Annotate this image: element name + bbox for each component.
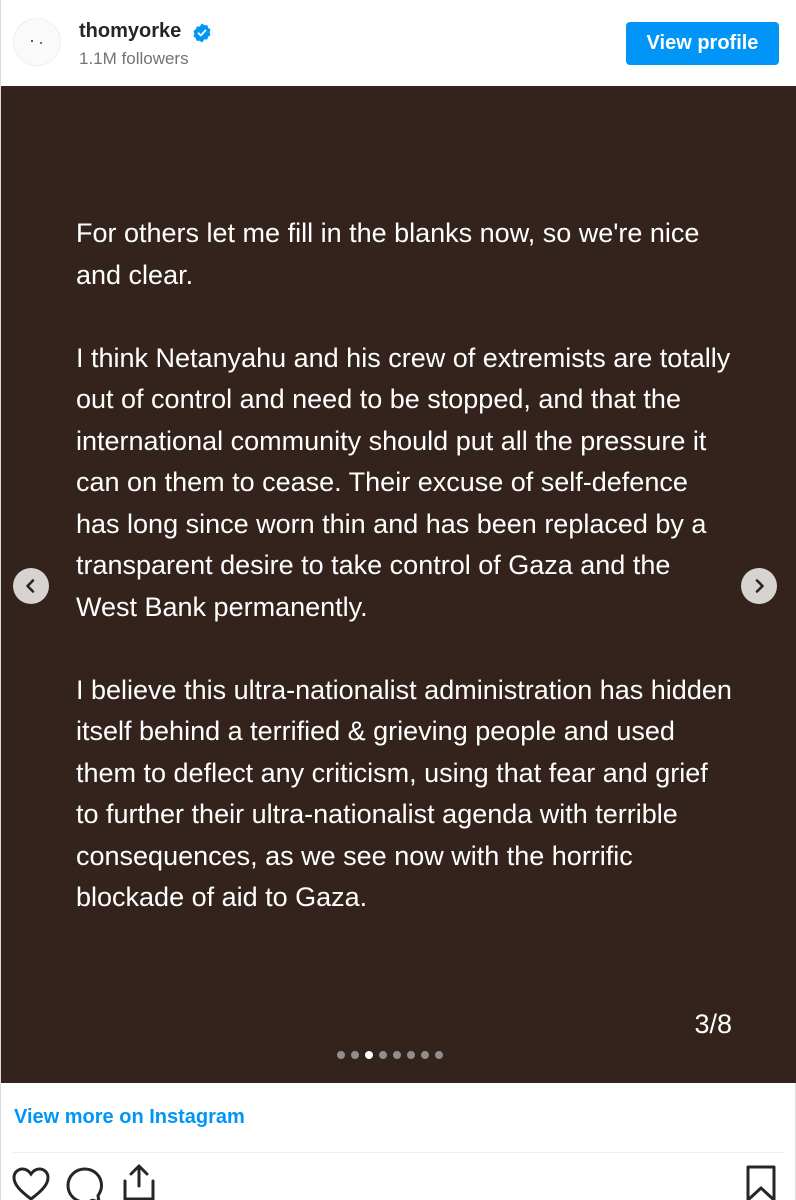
carousel-dot (337, 1051, 345, 1059)
carousel-dot-active (365, 1051, 373, 1059)
carousel-dot (379, 1051, 387, 1059)
avatar[interactable] (13, 18, 61, 66)
comment-icon[interactable] (65, 1166, 105, 1200)
divider (13, 1152, 785, 1153)
follower-count: 1.1M followers (79, 49, 189, 68)
carousel-dot (351, 1051, 359, 1059)
next-slide-button[interactable] (741, 568, 777, 604)
carousel-dot (407, 1051, 415, 1059)
bookmark-icon[interactable] (743, 1164, 779, 1200)
action-bar (1, 1160, 796, 1200)
chevron-right-icon (751, 578, 767, 594)
carousel-dot (435, 1051, 443, 1059)
slide-page-count: 3/8 (694, 1009, 732, 1039)
heart-icon[interactable] (11, 1166, 51, 1200)
previous-slide-button[interactable] (13, 568, 49, 604)
carousel-slide[interactable] (1, 86, 796, 1083)
slide-paragraph: I believe this ultra-nationalist administration has hidden itself behind a terrified & grieving people and used them to deflect any criticism, using that fear and grief to further their ultra-nationalist agenda with terrible consequences, as we see now with the horrific blockade of aid to Gaza. (76, 674, 732, 912)
carousel-dot (393, 1051, 401, 1059)
view-profile-button[interactable]: View profile (626, 22, 779, 65)
slide-text (76, 213, 736, 919)
share-icon[interactable] (119, 1164, 159, 1200)
view-more-link[interactable]: View more on Instagram (14, 1106, 245, 1128)
chevron-left-icon (23, 578, 39, 594)
slide-paragraph: For others let me fill in the blanks now, so we're nice and clear. (76, 218, 700, 290)
carousel-dot (421, 1051, 429, 1059)
carousel-indicator (337, 1051, 443, 1059)
post-header (1, 0, 796, 86)
verified-badge-icon (192, 23, 212, 43)
slide-paragraph: I think Netanyahu and his crew of extremists are totally out of control and need to be stopped, and that the international community should put all the pressure it can on them to cease. Their excuse of self-defence has long since worn thin and has been replaced by a transparent desire to take control of Gaza and the West Bank permanently. (76, 342, 731, 622)
username[interactable]: thomyorke (79, 20, 182, 42)
